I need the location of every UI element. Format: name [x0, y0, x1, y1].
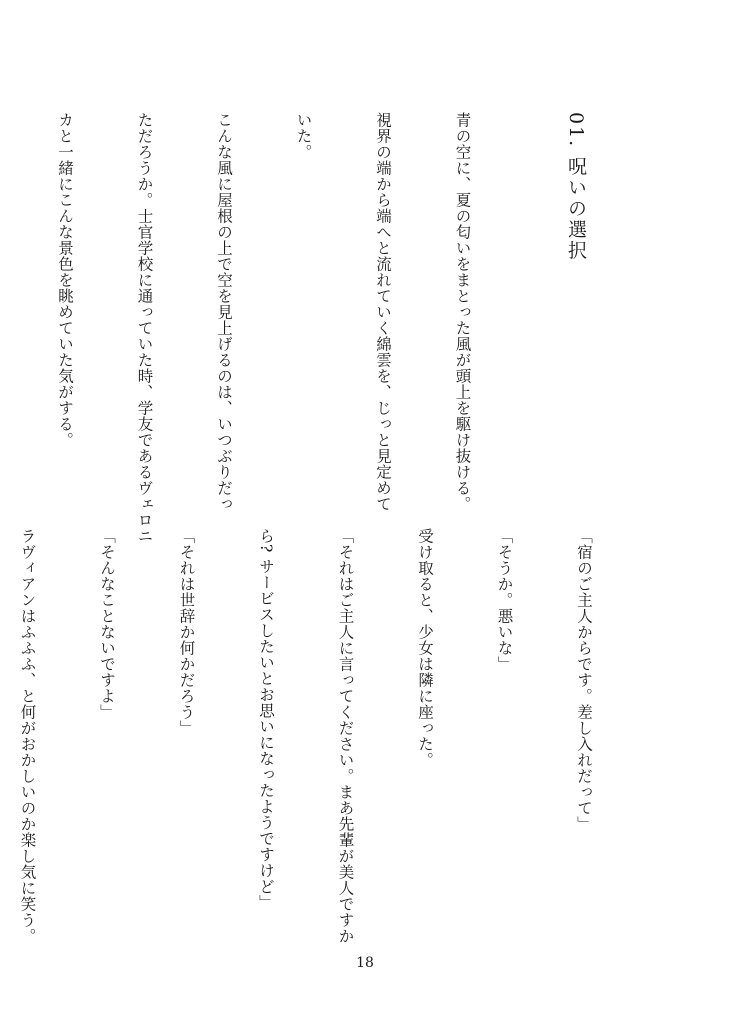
text-line: ら? サービスしたいとお思いになったようですけど」: [257, 528, 275, 911]
text-line: ラヴィアンはふふふ、と何がおかしいのか楽し気に笑う。: [18, 528, 37, 944]
text-line: こんな風に屋根の上で空を見上げるのは、いつぶりだっ: [215, 112, 233, 512]
text-line: 視界の端から端へと流れていく綿雲を、じっと見定めて: [374, 112, 392, 512]
text-line: いた。: [294, 112, 313, 160]
text-line: 青の空に、夏の匂いをまとった風が頭上を駆け抜ける。: [453, 112, 472, 512]
text-line: カと一緒にこんな景色を眺めていた気がする。: [56, 112, 74, 448]
page-number: 18: [356, 955, 374, 971]
lower-text-block: [0, 528, 650, 944]
text-line: 「それはご主人に言ってください。まあ先輩が美人ですか: [336, 528, 355, 944]
text-line: 「それは世辞か何かだろう」: [177, 528, 196, 736]
upper-text-block: [0, 112, 642, 544]
text-line: 受け取ると、少女は隣に座った。: [416, 528, 434, 768]
chapter-title: 01. 呪いの選択: [565, 112, 587, 262]
text-line: 「宿のご主人からです。差し入れだって」: [575, 528, 593, 832]
text-line: 「そんなことないですよ」: [98, 528, 116, 720]
text-line: ただろうか。士官学校に通っていた時、学友であるヴェロニ: [135, 112, 154, 544]
text-line: 「そうか。悪いな」: [495, 528, 514, 672]
